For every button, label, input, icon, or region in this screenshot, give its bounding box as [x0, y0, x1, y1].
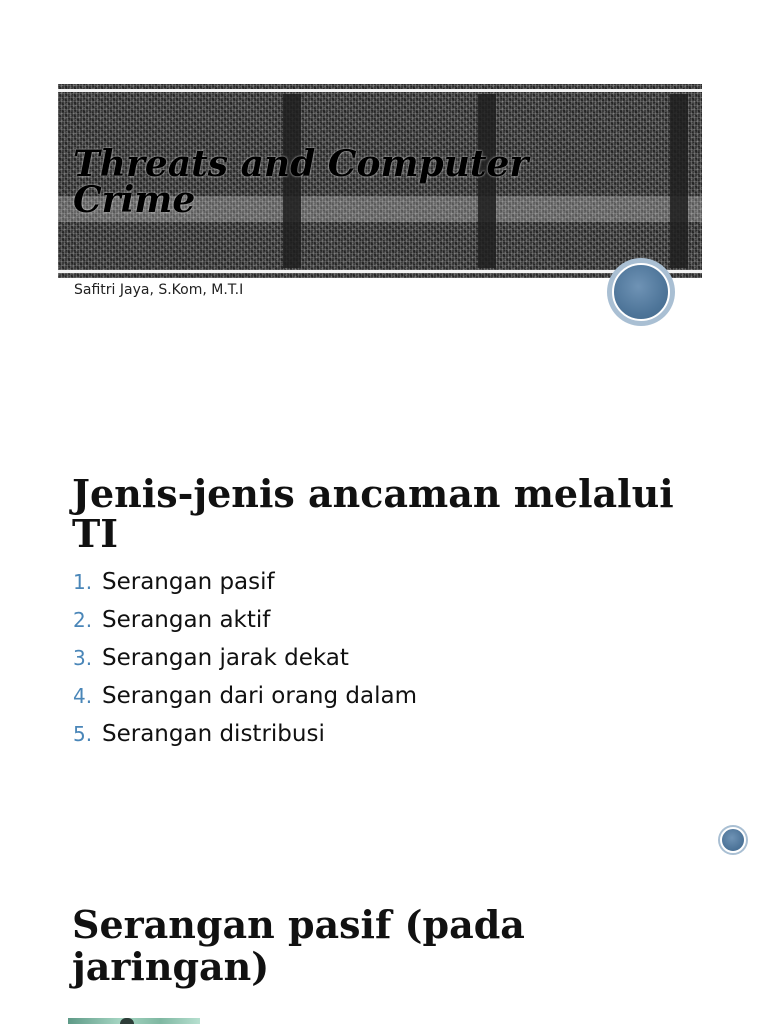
author-subtitle: Safitri Jaya, S.Kom, M.T.I [74, 282, 244, 298]
list-item-number: 2. [73, 608, 93, 632]
thumbnail-figure [120, 1018, 134, 1024]
list-item-number: 1. [73, 570, 93, 594]
circle-logo-icon [607, 258, 675, 326]
small-circle-inner [720, 827, 746, 853]
list-item [73, 642, 417, 680]
list-item [73, 718, 417, 756]
list-item-number: 3. [73, 646, 93, 670]
list-item-text: Serangan aktif [102, 607, 271, 633]
banner-bottom-line [58, 270, 702, 273]
list-item [73, 604, 417, 642]
list-item-text: Serangan pasif [102, 569, 275, 595]
small-circle-icon [718, 825, 748, 855]
banner-dark-band [670, 94, 688, 268]
list-item-text: Serangan dari orang dalam [102, 683, 418, 709]
list-item-text: Serangan distribusi [102, 721, 325, 747]
list-item-number: 4. [73, 684, 93, 708]
slide-image-thumbnail [68, 1018, 200, 1024]
slide-title: Threats and Computer Crime [73, 143, 529, 221]
list-item-text: Serangan jarak dekat [102, 645, 349, 671]
threat-types-list [73, 566, 417, 756]
list-item-number: 5. [73, 722, 93, 746]
threat-types-heading: Jenis-jenis ancaman melalui TI [72, 471, 674, 556]
passive-attack-heading: Serangan pasif (pada jaringan) [72, 902, 525, 989]
banner-top-line [58, 89, 702, 92]
list-item [73, 680, 417, 718]
circle-logo-inner [612, 263, 670, 321]
list-item [73, 566, 417, 604]
